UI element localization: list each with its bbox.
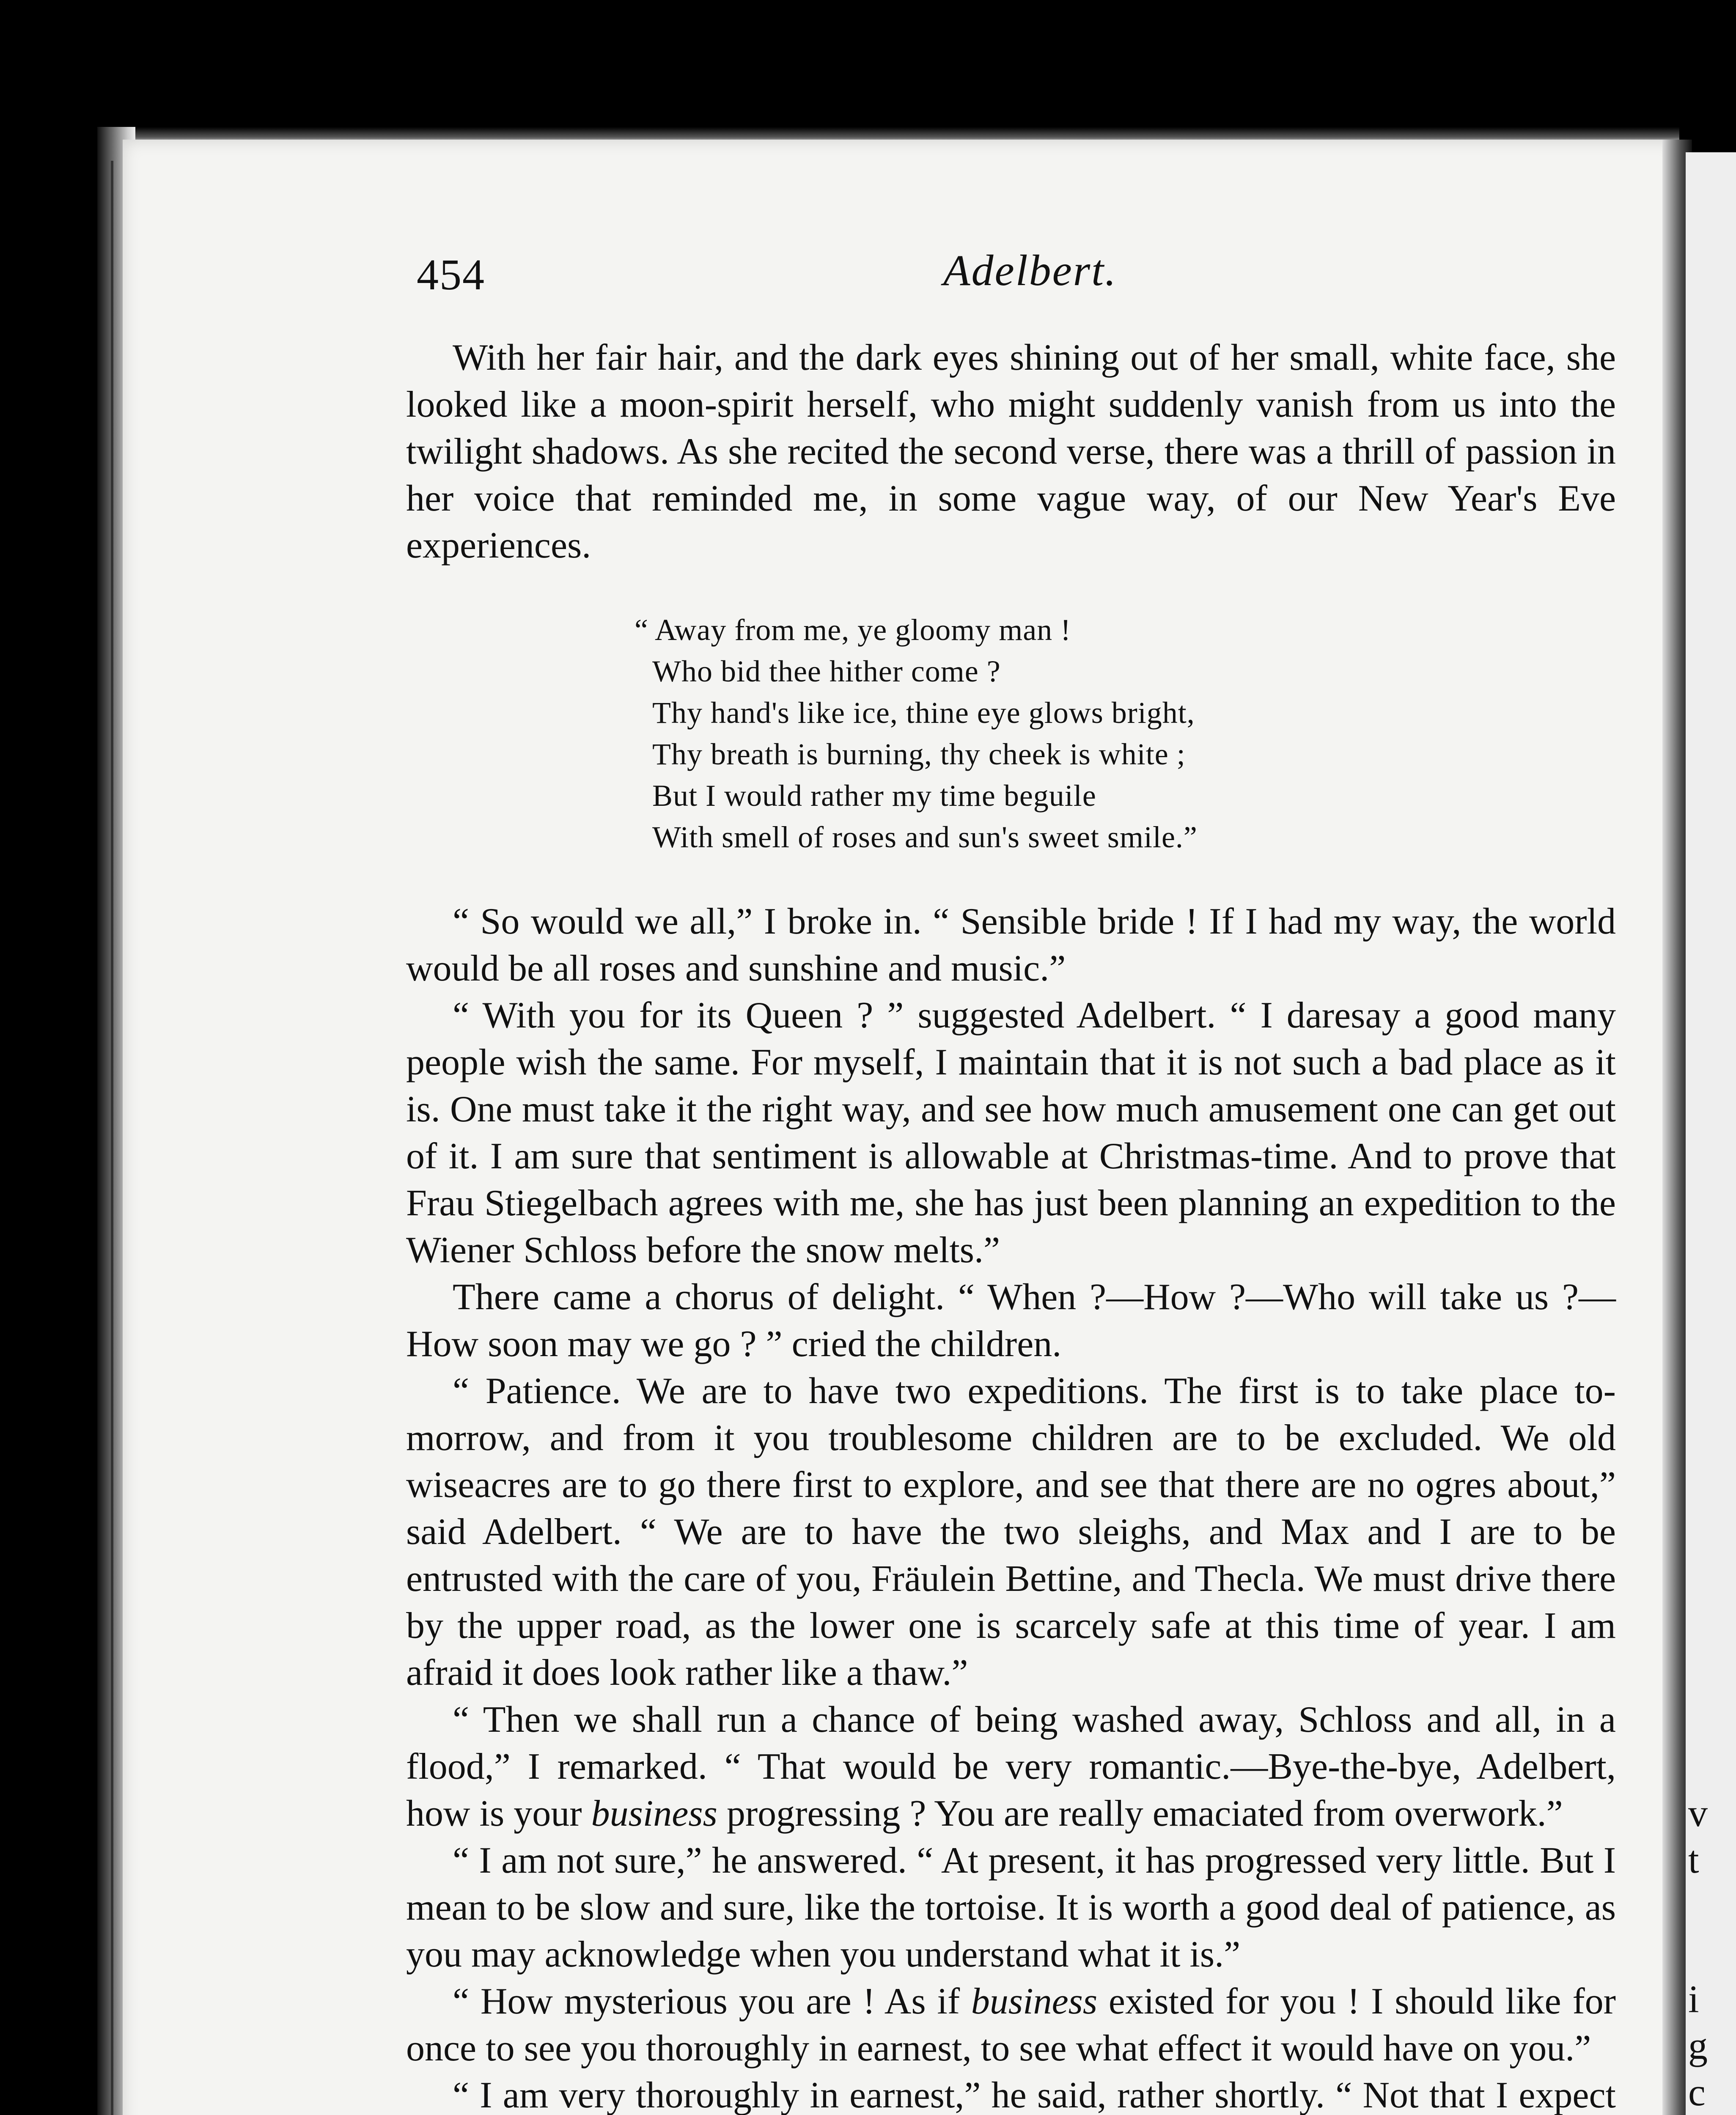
verse-line: With smell of roses and sun's sweet smile.”	[652, 820, 1198, 854]
page-body	[406, 334, 1616, 2115]
paragraph: “ I am very thoroughly in earnest,” he said, rather shortly. “ Not that I expect	[453, 2075, 1616, 2115]
verse-line: Thy hand's like ice, thine eye glows bright,	[652, 696, 1195, 730]
next-page-fragment: t	[1688, 1838, 1699, 1881]
paragraph: “ I am not sure,” he answered. “ At present, it has progressed very little. But I mean to be slow and sure, like the tortoise. It is worth a good deal of patience, as you may acknowledge when you understand what it is.”	[406, 1840, 1616, 1975]
paragraph-text: progressing ? You are really emaciated from overwork.”	[717, 1793, 1563, 1834]
paragraph: There came a chorus of delight. “ When ?—How ?—Who will take us ?—How soon may we go ? ” cried the children.	[406, 1277, 1616, 1365]
page-number: 454	[417, 250, 485, 299]
gutter-line	[111, 161, 113, 2115]
next-page-fragment: i	[1688, 1978, 1699, 2021]
verse-line: Thy breath is burning, thy cheek is white ;	[652, 737, 1186, 771]
italic-word: business	[971, 1981, 1098, 2022]
paragraph: “ With you for its Queen ? ” suggested Adelbert. “ I daresay a good many people wish the same. For myself, I maintain that it is not such a bad place as it is. One must take it the right way, and see how much amusement one can get out of it. I am sure that sentiment is allowable at Christmas-time. And to prove that Frau Stiegelbach agrees with me, she has just been planning an expedition to the Wiener Schloss before the snow melts.”	[406, 995, 1616, 1271]
next-page-fragment: v	[1688, 1791, 1708, 1835]
paragraph: With her fair hair, and the dark eyes shining out of her small, white face, she looked like a moon-spirit herself, who might suddenly vanish from us into the twilight shadows. As she recited the second verse, there was a thrill of passion in her voice that reminded me, in some vague way, of our New Year's Eve experiences.	[406, 337, 1616, 566]
paragraph: “ Patience. We are to have two expeditions. The first is to take place to-morrow, and from it you troublesome children are to be excluded. We old wiseacres are to go there first to explore, and see that there are no ogres about,” said Adelbert. “ We are to have the two sleighs, and Max and I are to be entrusted with the care of you, Fräulein Bettine, and Thecla. We must drive there by the upper road, as the lower one is scarcely safe at this time of year. I am afraid it does look rather like a thaw.”	[406, 1371, 1616, 1693]
paragraph: “ So would we all,” I broke in. “ Sensible bride ! If I had my way, the world would be all roses and sunshine and music.”	[406, 901, 1616, 989]
paragraph-text: “ How mysterious you are ! As if	[453, 1981, 971, 2022]
paragraph-text: existed for you ! I should like for once to see you thoroughly in earnest, to see what effect it would have on you.”	[406, 1981, 1616, 2069]
verse-line: “ Away from me, ye gloomy man !	[635, 613, 1071, 647]
next-page-sliver	[1686, 152, 1736, 2115]
running-title: Adelbert.	[943, 246, 1118, 295]
italic-word: business	[591, 1793, 717, 1834]
paragraph-text: “ Then we shall run a chance of being washed away, Schloss and all, in a flood,” I remarked. “ That would be very romantic.—Bye-the-bye, Adelbert, how is your	[406, 1699, 1616, 1834]
paragraph	[406, 1696, 1616, 1837]
next-page-fragment: g	[1688, 2024, 1708, 2067]
verse-line: But I would rather my time beguile	[652, 779, 1096, 813]
paragraph	[406, 1978, 1616, 2072]
next-page-fragment: c	[1688, 2071, 1706, 2114]
verse-line: Who bid thee hither come ?	[652, 654, 1001, 688]
poem-quote	[635, 609, 1616, 858]
